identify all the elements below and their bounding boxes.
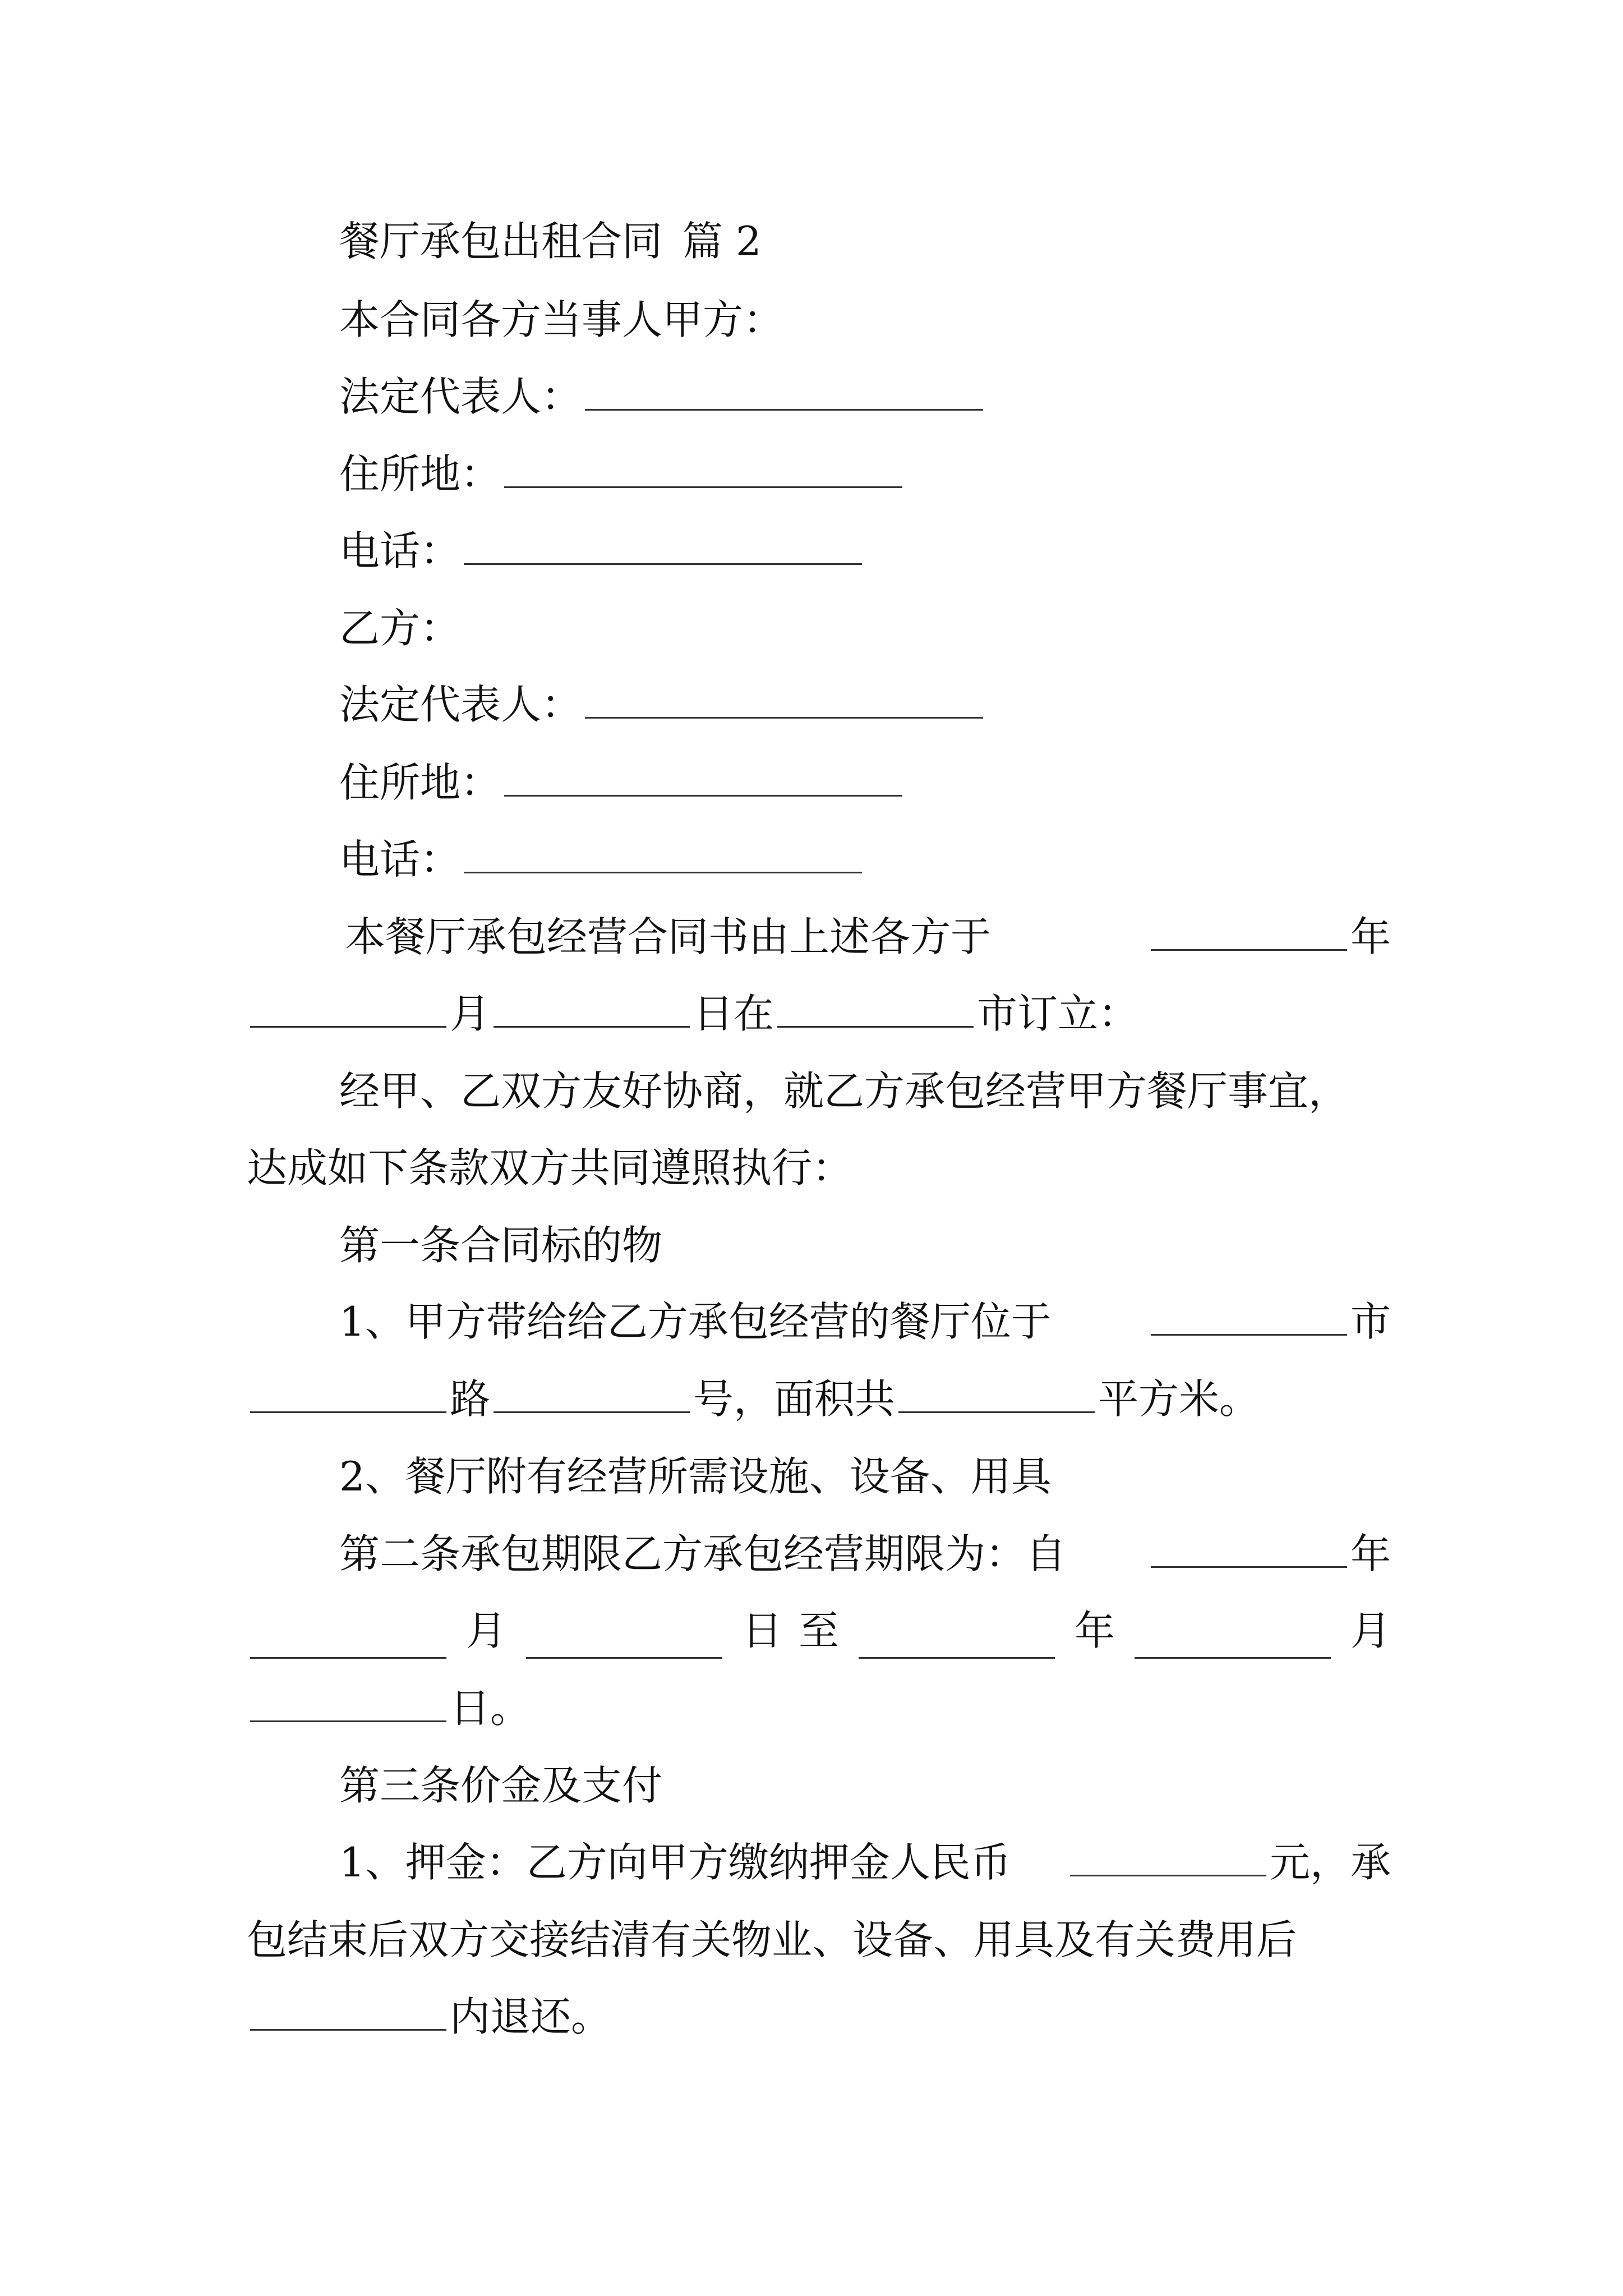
article-3-deposit-blank: [1070, 1835, 1266, 1876]
signing-day-blank: [494, 987, 690, 1028]
party-a-phone-row: [339, 523, 865, 579]
article-1-city-blank: [1151, 1295, 1347, 1336]
article-1-number-blank: [494, 1372, 690, 1413]
article-1-item-2: 2、餐厅附有经营所需设施、设备、用具: [339, 1453, 1052, 1500]
signing-line-2: [247, 986, 1391, 1042]
signing-city-label: 市订立：: [977, 990, 1139, 1037]
party-b-phone-row: [339, 831, 865, 887]
party-b-address-blank: [504, 756, 902, 797]
article-2-start-day-blank: [526, 1618, 722, 1659]
document-title: [339, 213, 762, 269]
article-3-heading: 第三条价金及支付: [339, 1762, 663, 1809]
party-a-address-row: [339, 446, 906, 502]
article-1-item-1-text: 1、甲方带给给乙方承包经营的餐厅位于: [339, 1298, 1052, 1345]
signing-city-blank: [777, 987, 974, 1028]
article-2-start-year-blank: [1151, 1527, 1347, 1568]
article-2-to-label: 至: [798, 1607, 839, 1654]
article-2-start-day-label: 日: [741, 1607, 782, 1654]
signing-year-label: 年: [1350, 913, 1391, 960]
intro-line-1: 经甲、乙双方友好协商，就乙方承包经营甲方餐厅事宜，: [339, 1068, 1349, 1115]
article-2-end-month-label: 月: [1350, 1607, 1391, 1654]
article-1-sqm-label: 平方米。: [1098, 1375, 1260, 1423]
signing-month-blank: [250, 987, 446, 1028]
article-2-end-day-label: 日。: [450, 1685, 531, 1732]
party-b-phone-blank: [464, 832, 862, 873]
title-part: 篇 2: [683, 218, 762, 265]
party-a-heading: 本合同各方当事人甲方：: [339, 296, 784, 343]
party-a-rep-blank: [585, 370, 983, 411]
article-2-start-month-label: 月: [465, 1607, 506, 1654]
article-3-item-1-text: 1、押金：乙方向甲方缴纳押金人民币: [339, 1839, 1011, 1886]
article-1-item-1-line-1: [339, 1294, 1391, 1350]
signing-text: 本餐厅承包经营合同书由上述各方于: [345, 913, 992, 960]
party-a-address-label: 住所地：: [339, 450, 501, 498]
signing-line-1: [345, 909, 1391, 965]
article-2-start-year-label: 年: [1350, 1530, 1391, 1577]
article-2-end-day-blank: [250, 1681, 446, 1722]
party-b-heading: 乙方：: [339, 605, 461, 652]
party-a-phone-label: 电话：: [339, 527, 461, 574]
party-b-rep-label: 法定代表人：: [339, 681, 582, 728]
article-3-item-1-line-1: [339, 1834, 1391, 1890]
signing-year-blank: [1151, 910, 1347, 951]
signing-day-label: 日在: [693, 990, 774, 1037]
party-a-phone-blank: [464, 524, 862, 565]
article-2-text: 第二条承包期限乙方承包经营期限为：自: [339, 1530, 1067, 1577]
party-a-address-blank: [504, 447, 902, 488]
article-1-item-1-line-2: [247, 1371, 1391, 1427]
signing-month-label: 月: [450, 990, 491, 1037]
article-1-heading: 第一条合同标的物: [339, 1222, 663, 1269]
article-2-line-3: [247, 1680, 1391, 1736]
article-3-item-1-line-3: [247, 1989, 1391, 2045]
article-3-refund-label: 内退还。: [450, 1993, 612, 2040]
article-2-end-year-blank: [859, 1618, 1055, 1659]
article-2-start-month-blank: [250, 1618, 446, 1659]
party-b-rep-row: [339, 677, 986, 733]
article-1-area-blank: [898, 1372, 1095, 1413]
article-3-refund-blank: [250, 1990, 446, 2031]
article-1-road-blank: [250, 1372, 446, 1413]
article-2-end-year-label: 年: [1074, 1607, 1115, 1654]
article-1-city-label: 市: [1350, 1298, 1391, 1345]
party-a-rep-row: [339, 369, 986, 425]
article-1-number-area-label: 号，面积共: [693, 1375, 896, 1423]
intro-line-2: 达成如下条款双方共同遵照执行：: [247, 1144, 853, 1191]
article-1-road-label: 路: [450, 1375, 491, 1423]
article-2-line-1: [339, 1526, 1391, 1582]
party-b-rep-blank: [585, 678, 983, 719]
title-text: 餐厅承包出租合同: [339, 218, 663, 265]
article-3-yuan-label: 元，承: [1269, 1839, 1391, 1886]
party-b-address-label: 住所地：: [339, 759, 501, 806]
article-3-item-1-line-2: 包结束后双方交接结清有关物业、设备、用具及有关费用后: [247, 1916, 1297, 1963]
article-2-end-month-blank: [1135, 1618, 1331, 1659]
party-a-rep-label: 法定代表人：: [339, 373, 582, 420]
article-2-line-2: [247, 1603, 1391, 1659]
party-b-address-row: [339, 754, 906, 811]
party-b-phone-label: 电话：: [339, 836, 461, 883]
